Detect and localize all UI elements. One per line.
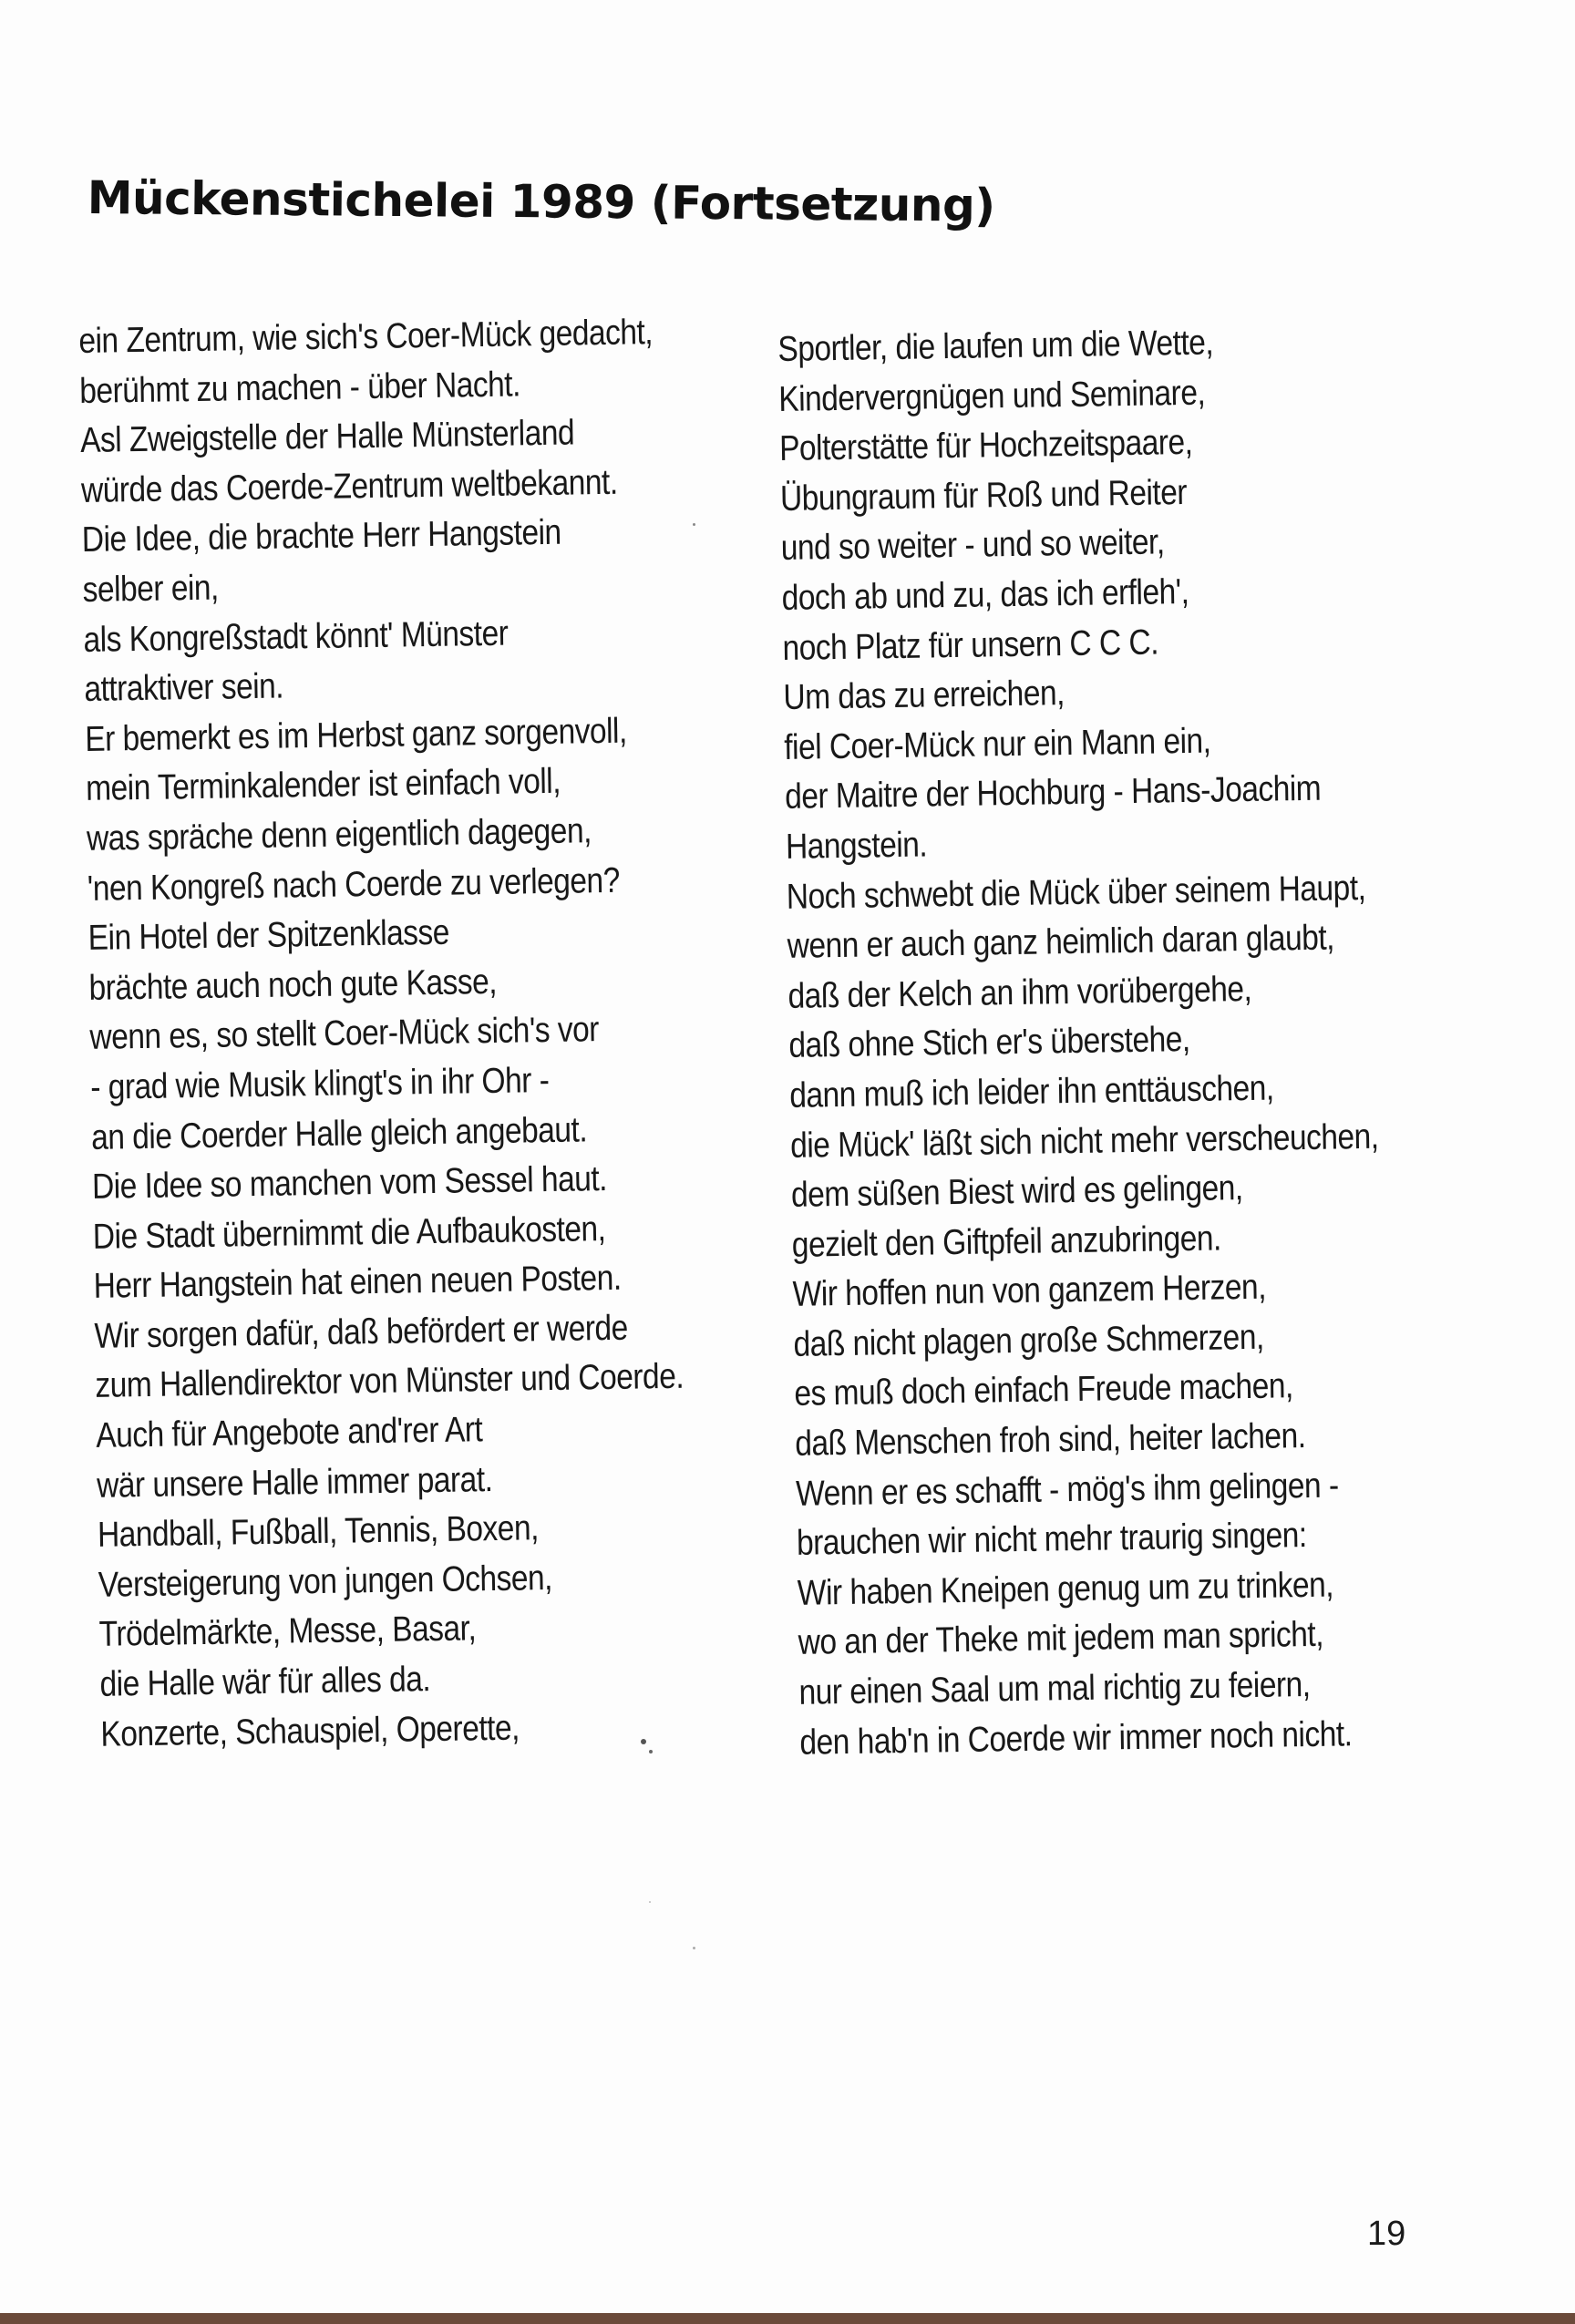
- poem-line: daß nicht plagen große Schmerzen,: [793, 1317, 1265, 1364]
- poem-line: daß der Kelch an ihm vorübergehe,: [788, 969, 1252, 1016]
- poem-line: wär unsere Halle immer parat.: [96, 1459, 493, 1506]
- poem-line: Auch für Angebote and'rer Art: [95, 1410, 483, 1455]
- poem-line: Er bemerkt es im Herbst ganz sorgenvoll,: [84, 711, 628, 759]
- poem-line: 'nen Kongreß nach Coerde zu verlegen?: [87, 860, 621, 909]
- poem-line: Kindervergnügen und Seminare,: [777, 373, 1206, 419]
- scan-speck: [641, 1739, 646, 1744]
- poem-line: mein Terminkalender ist einfach voll,: [85, 762, 561, 809]
- poem-line: Die Idee, die brachte Herr Hangstein: [81, 513, 561, 560]
- poem-line: Herr Hangstein hat einen neuen Posten.: [93, 1259, 622, 1307]
- poem-line: Versteigerung von jungen Ochsen,: [98, 1558, 553, 1605]
- poem-line: Übungraum für Roß und Reiter: [779, 472, 1188, 519]
- poem-column-left: [78, 306, 786, 1760]
- poem-line: berühmt zu machen - über Nacht.: [78, 364, 521, 411]
- poem-line: was spräche denn eigentlich dagegen,: [86, 811, 592, 859]
- poem-line: gezielt den Giftpfeil anzubringen.: [791, 1219, 1222, 1265]
- poem-line: daß Menschen froh sind, heiter lachen.: [794, 1416, 1306, 1464]
- poem-line: Asl Zweigstelle der Halle Münsterland: [79, 413, 575, 461]
- poem-line: Die Idee so manchen vom Sessel haut.: [91, 1159, 608, 1207]
- poem-line: doch ab und zu, das ich erfleh',: [781, 571, 1189, 618]
- poem-column-right: [777, 314, 1484, 1768]
- poem-line: attraktiver sein.: [84, 666, 284, 710]
- scan-speck: [649, 1750, 653, 1753]
- poem-line: es muß doch einfach Freude machen,: [794, 1366, 1294, 1414]
- poem-line: brächte auch noch gute Kasse,: [88, 961, 498, 1008]
- scan-speck: [649, 1901, 651, 1903]
- poem-line: Polterstätte für Hochzeitspaare,: [778, 423, 1193, 469]
- poem-line: den hab'n in Coerde wir immer noch nicht.: [799, 1713, 1353, 1763]
- poem-line: Die Stadt übernimmt die Aufbaukosten,: [92, 1208, 606, 1257]
- poem-line: brauchen wir nicht mehr traurig singen:: [796, 1516, 1307, 1564]
- page-title: Mückenstichelei 1989 (Fortsetzung): [87, 171, 995, 232]
- poem-line: Wenn er es schafft - mög's ihm gelingen -: [795, 1465, 1339, 1514]
- poem-line: würde das Coerde-Zentrum weltbekannt.: [80, 462, 618, 510]
- poem-line: noch Platz für unsern C C C.: [782, 622, 1159, 668]
- page-number: 19: [1367, 2215, 1406, 2253]
- poem-line: der Maitre der Hochburg - Hans-Joachim: [784, 769, 1322, 818]
- poem-line: Wir sorgen dafür, daß befördert er werde: [94, 1308, 629, 1356]
- poem-line: wenn er auch ganz heimlich daran glaubt,: [787, 918, 1335, 967]
- poem-line: als Kongreßstadt könnt' Münster: [83, 613, 509, 660]
- poem-line: ein Zentrum, wie sich's Coer-Mück gedacht,: [78, 313, 654, 361]
- poem-line: Ein Hotel der Spitzenklasse: [88, 912, 450, 959]
- poem-line: Konzerte, Schauspiel, Operette,: [100, 1708, 520, 1754]
- scan-speck: [693, 523, 695, 526]
- poem-line: wo an der Theke mit jedem man spricht,: [798, 1615, 1324, 1663]
- poem-line: an die Coerder Halle gleich angebaut.: [90, 1109, 588, 1157]
- poem-line: die Halle wär für alles da.: [99, 1660, 431, 1704]
- poem-line: daß ohne Stich er's überstehe,: [788, 1020, 1190, 1066]
- poem-line: nur einen Saal um mal richtig zu feiern,: [798, 1665, 1311, 1712]
- poem-line: zum Hallendirektor von Münster und Coerde.: [95, 1357, 685, 1406]
- poem-line: wenn es, so stellt Coer-Mück sich's vor: [89, 1010, 600, 1058]
- poem-line: Trödelmärkte, Messe, Basar,: [98, 1609, 477, 1655]
- poem-line: dann muß ich leider ihn enttäuschen,: [788, 1068, 1275, 1116]
- scan-bottom-edge: [0, 2313, 1575, 2324]
- poem-line: dem süßen Biest wird es gelingen,: [790, 1168, 1243, 1215]
- poem-line: die Mück' läßt sich nicht mehr verscheuchen,: [789, 1116, 1379, 1166]
- poem-line: Handball, Fußball, Tennis, Boxen,: [97, 1508, 540, 1556]
- poem-line: Wir hoffen nun von ganzem Herzen,: [792, 1267, 1267, 1315]
- scan-speck: [693, 1947, 695, 1949]
- poem-line: - grad wie Musik klingt's in ihr Ohr -: [89, 1060, 550, 1107]
- poem-line: Um das zu erreichen,: [783, 674, 1065, 718]
- poem-line: Wir haben Kneipen genug um zu trinken,: [797, 1565, 1334, 1613]
- poem-line: fiel Coer-Mück nur ein Mann ein,: [783, 721, 1211, 767]
- poem-line: selber ein,: [82, 568, 220, 610]
- poem-line: Sportler, die laufen um die Wette,: [777, 323, 1214, 369]
- poem-line: Noch schwebt die Mück über seinem Haupt,: [786, 868, 1366, 917]
- poem-line: Hangstein.: [785, 825, 928, 867]
- poem-line: und so weiter - und so weiter,: [780, 522, 1165, 569]
